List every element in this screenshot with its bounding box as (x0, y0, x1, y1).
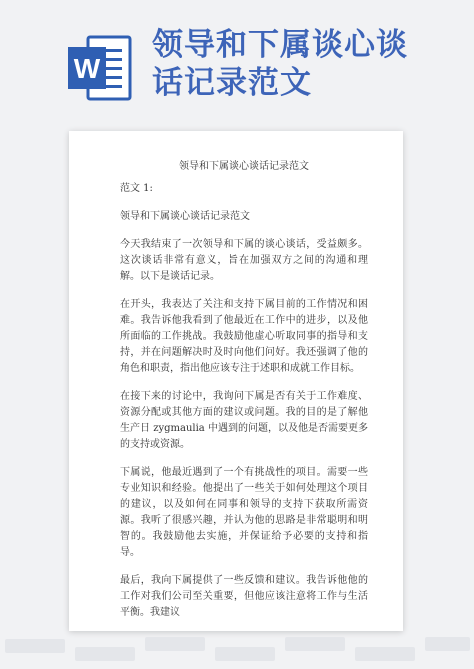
doc-paragraph-label: 范文 1: (120, 183, 153, 194)
doc-paragraph-subtitle: 领导和下属谈心谈话记录范文 (120, 211, 250, 222)
doc-paragraph: 下属说，他最近遇到了一个有挑战性的项目。需要一些专业知识和经验。他提出了一些关于如何处理这个项目的建议，以及如何在同事和领导的支持下获取所需资源。我听了很感兴趣，并认为他的思路是非常聪明和明智的。我鼓励他去实施，并保证给予必要的支持和指导。 (120, 467, 368, 558)
doc-paragraph: 在开头，我表达了关注和支持下属目前的工作情况和困难。我告诉他我看到了他最近在工作中的进步，以及他所面临的工作挑战。我鼓励他虚心听取同事的指导和支持，并在问题解决时及时向他们问好。我还强调了他的角色和职责，指出他应该专注于述职和成就工作目标。 (120, 299, 368, 374)
doc-paragraph: 在接下来的讨论中，我询问下属是否有关于工作难度、资源分配或其他方面的建议或问题。我的目的是了解他生产日 zygmaulia 中遇到的问题，以及他是否需要更多的支持或资源。 (120, 391, 368, 450)
doc-paragraph: 最后，我向下属提供了一些反馈和建议。我告诉他他的工作对我们公司至关重要，但他应该注意将工作与生活平衡。我建议 (120, 575, 368, 618)
doc-paragraph: 今天我结束了一次领导和下属的谈心谈话，受益颇多。这次谈话非常有意义，旨在加强双方之间的沟通和理解。以下是谈话记录。 (120, 239, 368, 282)
headline-line-2: 话记录范文 (152, 65, 312, 101)
document-page (69, 131, 403, 631)
page-header (0, 0, 474, 125)
headline (152, 26, 452, 102)
watermark-pattern (0, 629, 474, 669)
document-title: 领导和下属谈心谈话记录范文 (179, 161, 309, 172)
word-icon-letter: W (73, 53, 101, 84)
document-body (120, 159, 368, 631)
headline-line-1: 领导和下属谈心谈 (152, 27, 408, 63)
word-document-icon (64, 33, 134, 103)
